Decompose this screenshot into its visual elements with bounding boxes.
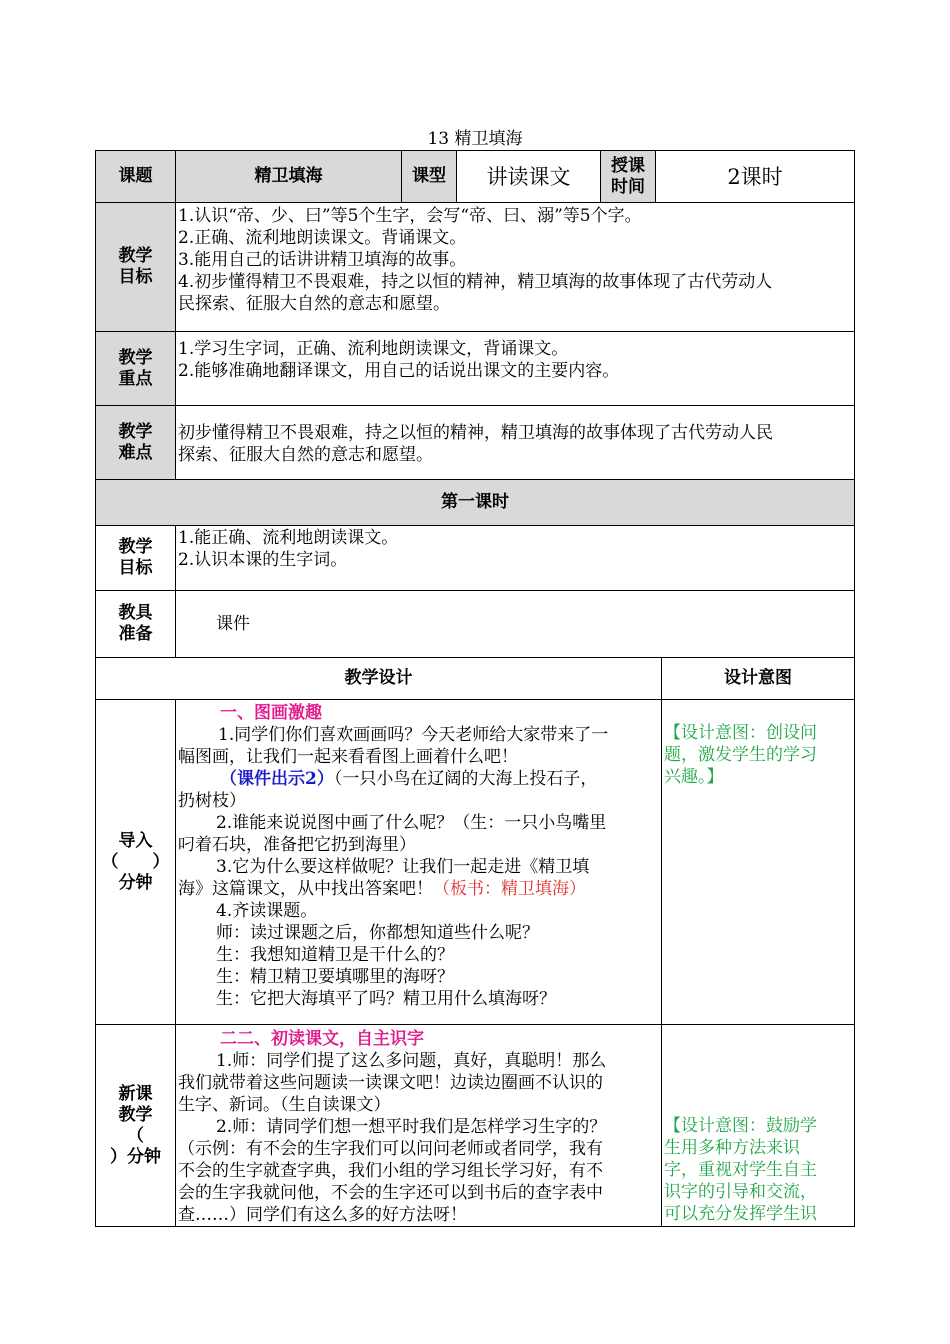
difficulty-line: 探索、征服大自然的意志和愿望。 [178,445,433,465]
intro-line: 生：精卫精卫要填哪里的海呀？ [216,967,454,987]
intent-line: 可以充分发挥学生识 [664,1204,817,1224]
key-point-line: 2.能够准确地翻译课文，用自己的话说出课文的主要内容。 [178,361,620,381]
lesson1-goals-row [96,526,855,591]
board-note: （板书：精卫填海） [433,879,586,899]
intro-line-board: 海》这篇课文，从中找出答案吧！（板书：精卫填海） [178,879,586,899]
key-points-content [176,332,855,406]
intro-line: 2.谁能来说说图中画了什么呢？（生：一只小鸟嘴里 [216,813,607,833]
header-row [96,151,855,203]
new-lesson-line: 我们就带着这些问题读一读课文吧！边读边圈画不认识的 [178,1073,603,1093]
new-lesson-content [176,1025,662,1227]
intro-line: 叼着石块，准备把它扔到海里） [178,835,416,855]
intent-column-header: 设计意图 [662,658,855,700]
difficulty-content [176,406,855,480]
time-value: 2课时 [656,151,855,203]
intent-line: 生用多种方法来识 [664,1138,800,1158]
intro-intent [662,700,855,1025]
lesson1-heading: 第一课时 [96,480,855,526]
goal-line: 3.能用自己的话讲讲精卫填海的故事。 [178,250,467,270]
intro-line: 幅图画，让我们一起来看看图上画着什么吧！ [178,747,518,767]
new-lesson-line: 不会的生字就查字典，我们小组的学习组长学习好，有不 [178,1161,603,1181]
new-lesson-intent [662,1025,855,1227]
type-label: 课型 [402,151,457,203]
goals-label: 教学 目标 [96,203,176,332]
intro-line-courseware: （课件出示2）（一只小鸟在辽阔的大海上投石子， [220,769,598,789]
intro-line: 扔树枝） [178,791,246,811]
intro-line: 4.齐读课题。 [216,901,318,921]
goal-line: 1.认识“帝、少、曰”等5个生字，会写“帝、曰、溺”等5个字。 [178,206,642,226]
tools-row [96,591,855,658]
new-lesson-line: 1.师：同学们提了这么多问题，真好，真聪明！那么 [216,1051,607,1071]
key-points-row [96,332,855,406]
lesson1-goals-content [176,526,855,591]
new-lesson-line: 查……）同学们有这么多的好方法呀！ [178,1205,467,1225]
intro-line: 3.它为什么要这样做呢？让我们一起走进《精卫填 [216,857,590,877]
tools-label: 教具 准备 [96,591,176,658]
intent-line: 字，重视对学生自主 [664,1160,817,1180]
intent-line: 【设计意图：鼓励学 [664,1116,817,1136]
intent-line: 识字的引导和交流， [664,1182,817,1202]
key-point-line: 1.学习生字词，正确、流利地朗读课文，背诵课文。 [178,339,569,359]
new-lesson-line: （示例：有不会的生字我们可以问问老师或者同学，我有 [178,1139,603,1159]
lesson1-heading-row [96,480,855,526]
new-lesson-line: 2.师：请同学们想一想平时我们是怎样学习生字的？ [216,1117,607,1137]
difficulty-line: 初步懂得精卫不畏艰难，持之以恒的精神，精卫填海的故事体现了古代劳动人民 [178,423,773,443]
intro-line: 生：我想知道精卫是干什么的？ [216,945,454,965]
lesson1-goal-line: 2.认识本课的生字词。 [178,550,348,570]
goals-content [176,203,855,332]
new-lesson-row [96,1025,855,1227]
intent-line: 题，激发学生的学习 [664,745,817,765]
difficulty-row [96,406,855,480]
document-title: 13 精卫填海 [427,129,523,149]
goal-line: 民探索、征服大自然的意志和愿望。 [178,294,450,314]
intro-line: 师：读过课题之后，你都想知道些什么呢？ [216,923,539,943]
lesson1-goals-label: 教学 目标 [96,526,176,591]
difficulty-label: 教学 难点 [96,406,176,480]
intro-label: 导入 （ ） 分钟 [96,700,176,1025]
new-lesson-line: 生字、新词。（生自读课文） [178,1095,391,1115]
new-lesson-heading: 二二、初读课文，自主识字 [220,1029,424,1049]
topic-label: 课题 [96,151,176,203]
intent-line: 【设计意图：创设问 [664,723,817,743]
intro-row [96,700,855,1025]
time-label: 授课 时间 [601,151,656,203]
courseware-note: （课件出示2） [220,769,334,789]
design-header-row [96,658,855,700]
lesson1-goal-line: 1.能正确、流利地朗读课文。 [178,528,399,548]
goal-line: 4.初步懂得精卫不畏艰难，持之以恒的精神，精卫填海的故事体现了古代劳动人 [178,272,773,292]
tools-value: 课件 [216,614,250,634]
new-lesson-label: 新课 教学 （ ）分钟 [96,1025,176,1227]
lesson-plan-table [95,150,855,1227]
intro-content [176,700,662,1025]
intro-heading: 一、图画激趣 [220,703,322,723]
goal-line: 2.正确、流利地朗读课文。背诵课文。 [178,228,467,248]
topic-value: 精卫填海 [176,151,402,203]
type-value: 讲读课文 [457,151,601,203]
goals-row [96,203,855,332]
tools-content [176,591,855,658]
key-points-label: 教学 重点 [96,332,176,406]
intent-line: 兴趣。】 [664,767,724,787]
intro-line: 1.同学们你们喜欢画画吗？今天老师给大家带来了一 [218,725,609,745]
design-column-header: 教学设计 [96,658,662,700]
intro-line: 生：它把大海填平了吗？精卫用什么填海呀？ [216,989,556,1009]
new-lesson-line: 会的生字我就问他，不会的生字还可以到书后的查字表中 [178,1183,603,1203]
